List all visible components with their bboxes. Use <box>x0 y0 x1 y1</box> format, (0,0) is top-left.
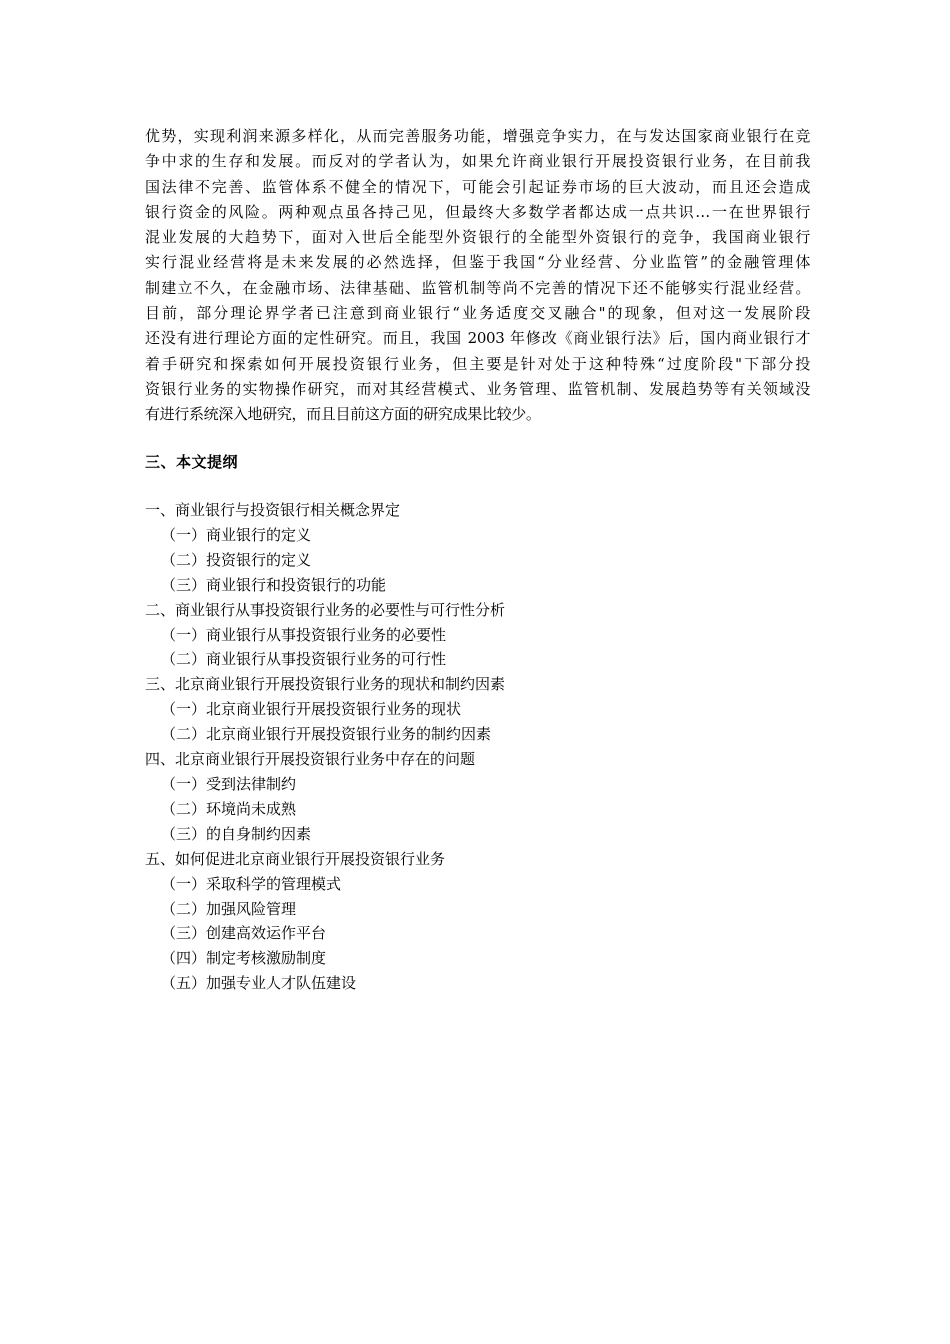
outline-subitem: （二）北京商业银行开展投资银行业务的制约因素 <box>161 725 492 744</box>
outline-subitem: （一）采取科学的管理模式 <box>161 874 342 893</box>
outline-subitem: （一）受到法律制约 <box>161 774 297 793</box>
paragraph-line: 争中求的生存和发展。而反对的学者认为，如果允许商业银行开展投资银行业务，在目前我 <box>145 152 810 171</box>
paragraph-line: 混业发展的大趋势下，面对入世后全能型外资银行的全能型外资银行的竞争，我国商业银行 <box>145 228 810 247</box>
paragraph-line: 优势，实现利润来源多样化，从而完善服务功能，增强竞争实力，在与发达国家商业银行在竞 <box>145 127 810 145</box>
outline-subitem: （三）的自身制约因素 <box>161 824 312 843</box>
outline-item: 五、如何促进北京商业银行开展投资银行业务 <box>145 849 446 868</box>
paragraph-line: 资银行业务的实物操作研究，而对其经营模式、业务管理、监管机制、发展趋势等有关领域没 <box>145 379 810 398</box>
outline-subitem: （五）加强专业人才队伍建设 <box>161 974 357 993</box>
outline-subitem: （二）投资银行的定义 <box>161 550 312 569</box>
paragraph-line: 目前，部分理论界学者已注意到商业银行“业务适度交叉融合"的现象，但对这一发展阶段 <box>145 304 810 323</box>
outline-item: 四、北京商业银行开展投资银行业务中存在的问题 <box>145 750 476 769</box>
outline-subitem: （二）环境尚未成熟 <box>161 799 297 818</box>
paragraph-line: 有进行系统深入地研究，而且目前这方面的研究成果比较少。 <box>145 405 541 424</box>
document-page <box>145 124 810 993</box>
outline-subitem: （三）商业银行和投资银行的功能 <box>161 575 387 594</box>
paragraph-line: 国法律不完善、监管体系不健全的情况下，可能会引起证券市场的巨大波动，而且还会造成 <box>145 177 810 196</box>
outline-subitem: （三）创建高效运作平台 <box>161 924 327 943</box>
outline-item: 三、北京商业银行开展投资银行业务的现状和制约因素 <box>145 675 506 694</box>
section-heading: 三、本文提纲 <box>145 453 239 471</box>
outline-list <box>145 498 505 996</box>
body-paragraph <box>145 124 810 428</box>
outline-subitem: （一）北京商业银行开展投资银行业务的现状 <box>161 700 462 719</box>
outline-subitem: （一）商业银行的定义 <box>161 525 312 544</box>
outline-subitem: （四）制定考核激励制度 <box>161 949 327 968</box>
paragraph-line: 银行资金的风险。两种观点虽各持己见，但最终大多数学者都达成一点共识…一在世界银行 <box>145 202 810 221</box>
outline-subitem: （二）加强风险管理 <box>161 899 297 918</box>
paragraph-line: 制建立不久，在金融市场、法律基础、监管机制等尚不完善的情况下还不能够实行混业经营。 <box>145 278 810 297</box>
outline-subitem: （一）商业银行从事投资银行业务的必要性 <box>161 625 447 644</box>
paragraph-line: 着手研究和探索如何开展投资银行业务，但主要是针对处于这种特殊“过度阶段"下部分投 <box>145 354 810 373</box>
outline-item: 二、商业银行从事投资银行业务的必要性与可行性分析 <box>145 600 506 619</box>
paragraph-line: 实行混业经营将是未来发展的必然选择，但鉴于我国“分业经营、分业监管”的金融管理体 <box>145 253 810 272</box>
outline-subitem: （二）商业银行从事投资银行业务的可行性 <box>161 650 447 669</box>
outline-item: 一、商业银行与投资银行相关概念界定 <box>145 501 401 519</box>
paragraph-line: 还没有进行理论方面的定性研究。而且，我国 2003 年修改《商业银行法》后，国内商业银行才 <box>145 329 810 348</box>
